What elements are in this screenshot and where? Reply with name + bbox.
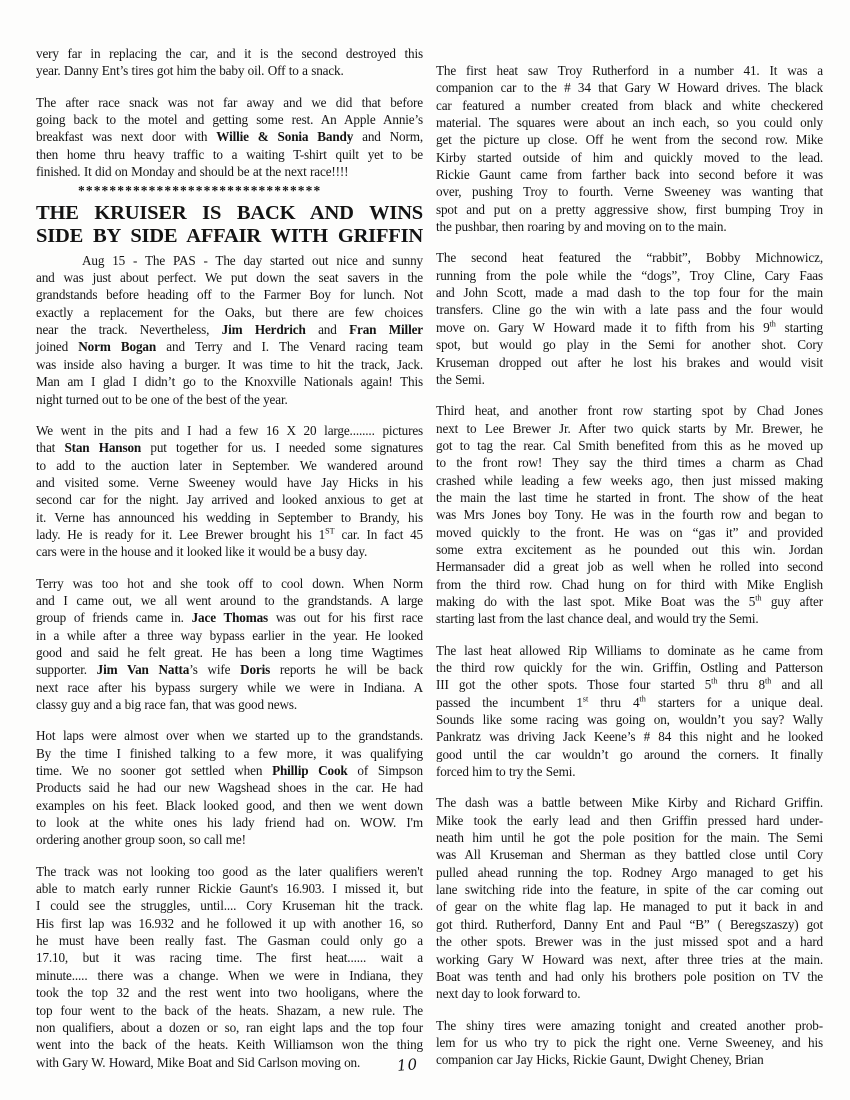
text-line: The first heat saw Troy Rutherford in a number 41. It was a: [436, 63, 823, 78]
text-line: was inside also having a burger. It was time to hit the track, Jack.: [36, 356, 423, 372]
page-number: 10: [396, 1055, 419, 1075]
text-line: with Gary W. Howard, Mike Boat and Sid Carlson moving on.: [36, 1054, 361, 1070]
text-line: The track was not looking too good as the later qualifiers weren't: [36, 863, 423, 879]
text-line: get the picture up close. Off he went from the second row. Mike: [436, 132, 823, 148]
text-line: got third. Rutherford, Danny Ent and Paul “B” ( Beregszaszy) got: [436, 916, 823, 932]
article-title: [36, 202, 423, 248]
text-line: His first lap was 16.932 and he followed it up with another 16, so: [36, 915, 423, 931]
text-line: Boat was tenth and had only his brothers pole position on TV the: [436, 968, 823, 984]
paragraph: [436, 794, 823, 1002]
text-line: Pankratz was driving Jack Keene’s # 84 this night and he looked: [436, 729, 823, 745]
text-line: next to Lee Brewer Jr. After two quick starts by Mr. Brewer, he: [436, 420, 823, 436]
text-line: supporter. Jim Van Natta’s wife Doris reports he will be back: [36, 662, 423, 678]
right-column: [436, 45, 823, 1085]
text-line: companion car Jay Hicks, Rickie Gaunt, Dwight Cheney, Brian: [436, 1052, 764, 1068]
text-line: Hermansader did a great job as well when he rolled into second: [436, 559, 823, 575]
text-line: to the front row! They say the third times a charm as Chad: [436, 455, 823, 471]
text-line: We went in the pits and I had a few 16 X 20 large........ pictures: [36, 422, 423, 438]
paragraph: [36, 575, 423, 714]
text-line: running from the pole while the “dogs”, Troy Cline, Cary Faas: [436, 267, 823, 283]
text-line: good and said he felt great. He has been a long time Wagtimes: [36, 644, 423, 660]
text-line: the Semi.: [436, 371, 485, 387]
text-line: time. We no sooner got settled when Phillip Cook of Simpson: [36, 763, 423, 779]
text-line: lem for us who try to pick the right one. Verne Sweeney, and his: [436, 1034, 823, 1050]
text-line: The shiny tires were amazing tonight and created another prob-: [436, 1017, 823, 1033]
text-line: ordering another group soon, so call me!: [36, 832, 246, 848]
text-line: Hot laps were almost over when we started up to the grandstands.: [36, 728, 423, 744]
paragraph: [436, 62, 823, 235]
text-line: then home thru heavy traffic to a waiting T-shirt quilt yet to be: [36, 146, 423, 162]
text-line: The second heat featured the “rabbit”, Bobby Michnowicz,: [436, 250, 823, 266]
text-line: making do with the last spot. Mike Boat was the 5th guy after: [436, 593, 823, 609]
text-line: group of friends came in. Jace Thomas was out for his first race: [36, 610, 423, 626]
text-line: next day to look forward to.: [436, 986, 581, 1002]
paragraph: [436, 402, 823, 627]
text-line: going back to the motel and getting some rest. An Apple Annie’s: [36, 112, 423, 128]
text-line: able to match early runner Rickie Gaunt's 16.903. I missed it, but: [36, 881, 423, 897]
text-line: Third heat, and another front row starting spot by Chad Jones: [436, 403, 823, 419]
paragraph: [36, 727, 423, 848]
text-line: lady. He is ready for it. Lee Brewer brought his 1ST car. In fact 45: [36, 526, 424, 542]
text-line: to add to the auction later in September. We wandered around: [36, 457, 423, 473]
text-line: the pushbar, then roaring by and moving on to the main.: [436, 219, 727, 235]
text-line: 17.10, but it was racing time. The first heat...... wait a: [36, 950, 423, 966]
text-line: moved quickly to the front. He was on “gas it” and provided: [436, 524, 823, 540]
text-line: joined Norm Bogan and Terry and I. The Venard racing team: [36, 339, 423, 355]
text-line: over, pushing Troy to fourth. Verne Sweeney was wanting that: [436, 184, 823, 200]
text-line: breakfast was next door with Willie & Sonia Bandy and Norm,: [36, 129, 423, 145]
text-line: from the third row. Chad hung on for third with Mike English: [436, 576, 823, 592]
text-line: the main the last time he started in front. The show of the heat: [436, 489, 823, 505]
text-line: in a while after a three way bypass earlier in the year. He looked: [36, 627, 423, 643]
paragraph: [36, 45, 423, 80]
text-line: that Stan Hanson put together for us. I needed some signatures: [36, 440, 423, 456]
text-line: of gear on the white flag lap. He managed to put it back in and: [436, 899, 823, 915]
text-line: SIDE BY SIDE AFFAIR WITH GRIFFIN: [36, 224, 423, 247]
text-line: Kruseman dropped out after he lost his brakes and would visit: [436, 354, 823, 370]
text-line: was All Kruseman and Sherman as they battled close until Cory: [436, 847, 823, 863]
paragraph: [36, 252, 423, 408]
text-line: second car for the night. Jay arrived and looked anxious to get at: [36, 492, 423, 508]
text-line: top four went to the back of the heats. Shazam, a new rule. The: [36, 1002, 423, 1018]
text-line: next race after his bypass surgery while we were in Indiana. A: [36, 679, 423, 695]
text-line: THE KRUISER IS BACK AND WINS: [36, 201, 423, 224]
paragraph: [436, 1017, 823, 1069]
text-line: near the track. Nevertheless, Jim Herdrich and Fran Miller: [36, 322, 423, 338]
text-line: night turned out to be one of the best of the year.: [36, 391, 288, 407]
text-line: lane switching ride into the feature, in spite of the car coming out: [436, 882, 823, 898]
text-line: classy guy and a big race fan, that was good news.: [36, 697, 298, 712]
text-line: minute..... there was a change. When we were in Indiana, they: [36, 967, 423, 983]
text-line: Sounds like some racing was going on, wouldn’t you say? Wally: [436, 712, 823, 728]
text-line: and visited some. Verne Sweeney would have Jay Hicks in his: [36, 474, 423, 490]
paragraph: [36, 94, 423, 181]
text-line: move on. Gary W Howard made it to fifth from his 9th starting: [436, 319, 823, 335]
asterisk-separator: [36, 182, 423, 199]
text-line: companion car to the # 34 that Gary W Howard drives. The black: [436, 80, 823, 96]
left-column: [36, 45, 423, 1085]
text-line: starting last from the last chance deal, and would try the Semi.: [436, 611, 759, 627]
text-line: took the top 32 and the rest went into two hooligans, where the: [36, 985, 423, 1001]
text-line: car featured a number created from black and white checkered: [436, 97, 823, 113]
text-line: Mike took the early lead and then Griffin pressed hard under-: [436, 812, 823, 828]
paragraph: [36, 422, 423, 561]
text-line: to look at the white ones his lady friend had on. WOW. I'm: [36, 815, 423, 831]
text-line: was Mrs Jones boy Tony. He was in the fourth row and began to: [436, 507, 823, 523]
text-line: The dash was a battle between Mike Kirby and Richard Griffin.: [436, 795, 823, 811]
text-line: non qualifiers, about a dozen or so, ran eight laps and the top four: [36, 1019, 423, 1035]
text-line: the other spots. Brewer was in the just missed spot and a hard: [436, 934, 823, 950]
text-line: Aug 15 - The PAS - The day started out nice and sunny: [82, 252, 423, 268]
text-line: Products said he had our new Wagshead shoes in the car. He had: [36, 780, 423, 796]
text-line: I could see the struggles, until.... Cory Kruseman hit the track.: [36, 898, 423, 914]
text-line: he must have been really fast. The Gasman could only go a: [36, 933, 423, 949]
text-line: Man am I glad I didn’t go to the Knoxville Nationals again! This: [36, 374, 423, 390]
text-line: finished. It did on Monday and should be at the next race!!!!: [36, 164, 349, 180]
text-line: spot, but would go play in the Semi for another shot. Cory: [436, 337, 823, 353]
text-line: very far in replacing the car, and it is the second destroyed this: [36, 46, 423, 61]
paragraph: [436, 642, 823, 781]
text-line: went into the back of the heats. Keith Williamson won the thing: [36, 1037, 423, 1053]
text-line: By the time I finished talking to a few more, it was qualifying: [36, 745, 423, 761]
text-line: Rickie Gaunt came from farther back into second before it was: [436, 167, 823, 183]
separator-line: *******************************: [78, 183, 322, 199]
text-line: examples on his feet. Black looked good, and then we went down: [36, 797, 423, 813]
text-line: pulled ahead running the top. Rodney Argo managed to get his: [436, 864, 823, 880]
text-line: and I came out, we all went around to the grandstands. A large: [36, 592, 423, 608]
paragraph: [436, 249, 823, 388]
text-line: year. Danny Ent’s tires got him the baby oil. Off to a snack.: [36, 63, 344, 79]
text-line: transfers. Cline go the win with a late pass and the four would: [436, 302, 823, 318]
text-line: working Gary W Howard was next, after three tries at the main.: [436, 951, 823, 967]
text-line: forced him to try the Semi.: [436, 764, 576, 780]
text-line: Kirby started outside of him and quickly moved to the lead.: [436, 149, 823, 165]
text-line: Terry was too hot and she took off to cool down. When Norm: [36, 575, 423, 591]
text-line: crashed while leading a few weeks ago, then just missed making: [436, 472, 823, 488]
text-line: exactly a replacement for the Oaks, but there are few choices: [36, 304, 423, 320]
text-line: grandstands before heading off to the Farmer Boy for lunch. Not: [36, 287, 423, 303]
text-line: and John Scott, made a mad dash to the top four for the main: [436, 285, 823, 301]
text-line: and was just about perfect. We put down the seat savers in the: [36, 270, 423, 286]
text-line: the third row quickly for the win. Griffin, Ostling and Patterson: [436, 660, 823, 675]
text-line: some extra excitement as he pounded out this win. Jordan: [436, 541, 823, 557]
text-line: spot and put on a pretty aggressive show, first bumping Troy in: [436, 201, 823, 217]
paragraph: [36, 863, 423, 1071]
text-line: cars were in the house and it looked like it would be a busy day.: [36, 544, 368, 560]
text-line: The last heat allowed Rip Williams to dominate as he came from: [436, 642, 823, 658]
text-line: material. The squares were about an inch each, so you could only: [436, 115, 823, 131]
text-line: neath him until he got the pole position for the main. The Semi: [436, 830, 823, 846]
text-line: The after race snack was not far away and we did that before: [36, 94, 423, 110]
text-line: it. Verne has announced his wedding in September to Brandy, his: [36, 509, 423, 525]
text-line: III got the other spots. Those four started 5th thru 8th and all: [436, 676, 823, 693]
text-line: got to tag the rear. Cal Smith benefited from this as he moved up: [436, 437, 823, 453]
text-line: good until the car wouldn’t go around the corners. It finally: [436, 746, 823, 762]
text-line: passed the incumbent 1st thru 4th starters for a unique deal.: [436, 694, 823, 710]
